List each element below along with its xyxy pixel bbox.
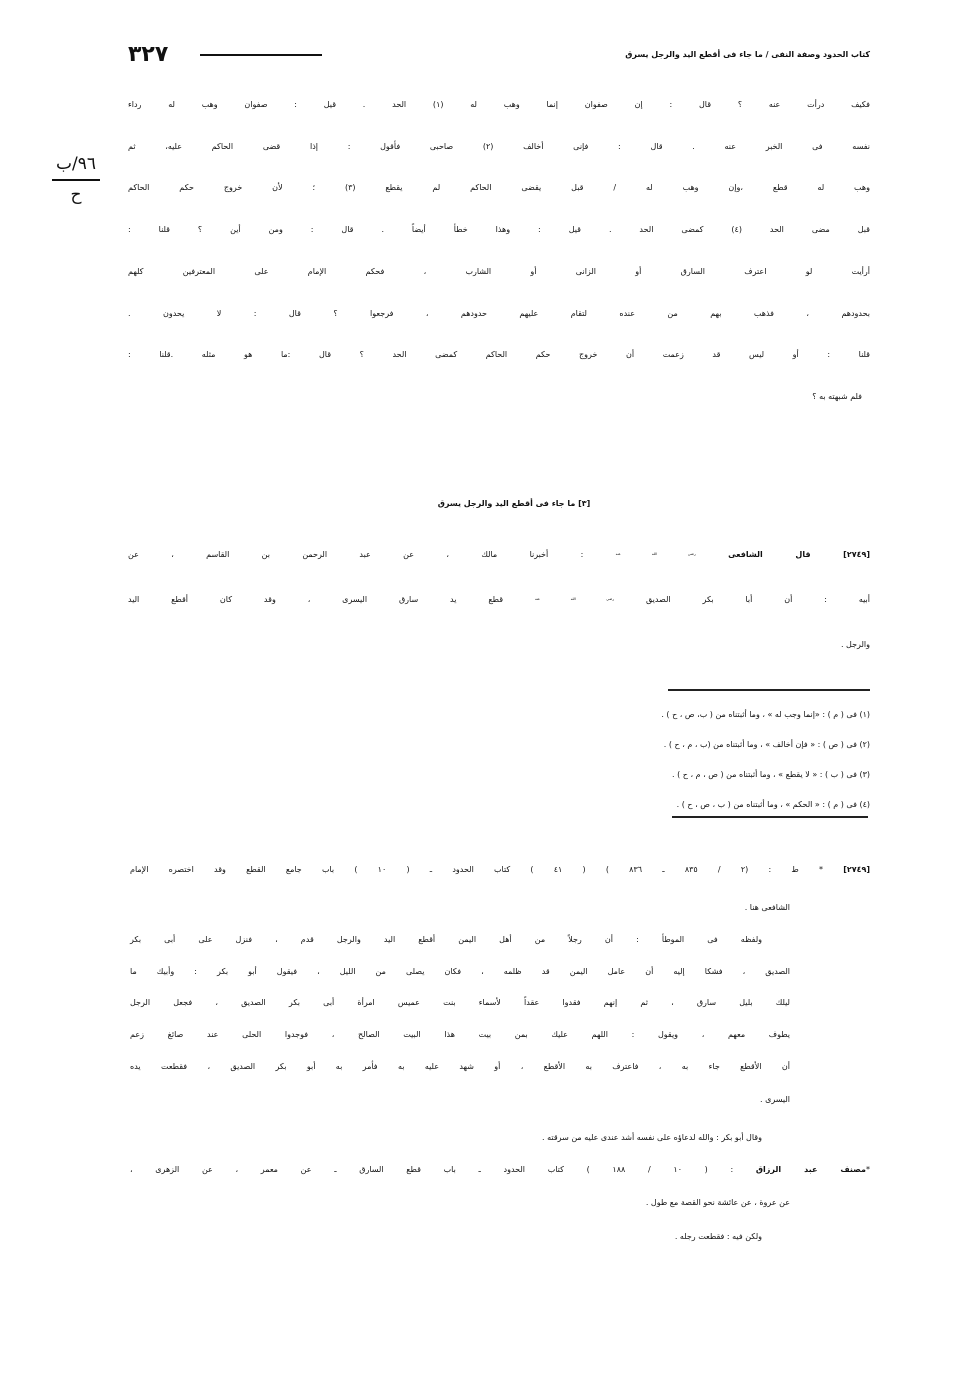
- page-number: ٣٢٧: [128, 42, 169, 67]
- takhrij-line: يطوف معهم ، ويقول : اللهم عليك بمن بيت هذا البيت الصالح ، فوجدوا الحلى عند صائغ زعم: [130, 1030, 790, 1039]
- main-text-line: قبل مضى الحد (٤) كمضى الحد . قيل : وهذا خطأ أيضاً . قال : ومن أين ؟ قلنا :: [128, 225, 870, 235]
- footnote: (٢) فى ( ص ) : « فإن أخالف » ، وما أثبتناه من (ب ، م ، ح ) .: [663, 740, 870, 749]
- footnote: (٤) فى ( م ) : « الحكم » ، وما أثبتناه من ( ب ، ص ، ح ) .: [676, 800, 870, 809]
- main-text-line: وهب له قطع ،وإن وهب له / قبل يقضى الحاكم لم يقطع (٣) ؛ لأن خروج حكم الحاكم: [128, 183, 870, 193]
- running-header-title: كتاب الحدود وصفة النفى / ما جاء فى أقطع اليد والرجل يسرق: [625, 50, 870, 59]
- honorific-ligature: رضي الله عنه: [534, 597, 615, 602]
- hadith-line-text: أبيه : أن أبا بكر الصديق: [645, 595, 870, 605]
- hadith-line: [128, 577, 870, 622]
- main-text-line: فلم شبهته به ؟: [812, 391, 862, 401]
- footnote: (١) فى ( م ) : «إنما وجب له » ، وما أثبتناه من ( ب، ص ، ح ) .: [661, 710, 870, 719]
- margin-note-rule: [52, 179, 100, 181]
- takhrij-line: الصديق ، فشكا إليه أن عامل اليمن قد ظلمه ، فكان يصلى من الليل ، فيقول أبو بكر : وأبيك ما: [130, 967, 790, 976]
- header-rule: [200, 54, 322, 56]
- hadith-line: [128, 532, 870, 577]
- takhrij-line: اليسرى .: [760, 1095, 790, 1104]
- section-heading: [٣] ما جاء فى أقطع اليد والرجل يسرق: [437, 499, 591, 508]
- margin-folio-note: ٩٦/ب: [56, 154, 96, 174]
- takhrij-source-name: مصنف عبد الرزاق: [755, 1165, 866, 1174]
- asterisk-marker: *: [866, 1165, 870, 1174]
- takhrij-source-text: : ( ١٠ / ١٨٨ ) كتاب الحدود ـ باب قطع السارق ـ عن معمر ، عن الزهرى ،: [130, 1165, 734, 1174]
- takhrij-line: ولكن فيه : فقطعت رجله .: [674, 1232, 762, 1241]
- takhrij-separator: [672, 816, 868, 818]
- honorific-ligature: رضي الله عنه: [615, 552, 696, 557]
- footnote-separator: [668, 689, 870, 691]
- main-text-line: فكيف درأت عنه ؟ قال : إن صفوان إنما وهب له (١) الحد . قيل : صفوان وهب له رداء: [128, 100, 871, 109]
- asterisk-marker: *: [818, 865, 823, 874]
- margin-manuscript-siglum: ح: [70, 185, 82, 205]
- footnotes: [128, 700, 870, 820]
- takhrij-hadith-number: [٢٧٤٩]: [843, 865, 871, 874]
- takhrij-line: أن الأقطع جاء به ، فاعترف به الأقطع ، أو شهد عليه به فأمر به أبو بكر الصديق ، فقطعت يده: [130, 1062, 790, 1071]
- footnote: (٣) فى ( ب ) : « لا يقطع » ، وما أثبتناه من ( ص ، م ، ح ) .: [672, 770, 870, 779]
- hadith-line: والرجل .: [840, 640, 870, 650]
- main-text-line: أرأيت لو اعترف السارق أو الزانى أو الشارب ، فحكم الإمام على المعترفين كلهم: [128, 266, 870, 276]
- takhrij-reference-line: [130, 855, 870, 885]
- takhrij-line: الشافعى هنا .: [744, 903, 790, 912]
- main-text-line: نفسه فى الخبر عنه . قال : فإنى أخالف (٢) صاحبى فأقول : إذا قضى الحاكم عليه، ثم: [128, 141, 870, 151]
- hadith-text: [128, 532, 870, 667]
- takhrij-line: وقال أبو بكر : والله لدعاؤه على نفسه أشد عندى عليه من سرقته .: [542, 1133, 762, 1142]
- main-text: [128, 84, 870, 418]
- takhrij-line: ولفظه فى الموطأ : أن رجلاً من أهل اليمن أقطع اليد والرجل قدم ، فنزل على أبى بكر: [130, 935, 762, 944]
- hadith-line-text: : أخبرنا مالك ، عن عبد الرحمن بن القاسم ، عن: [128, 550, 584, 559]
- takhrij-line: عن عروة ، عن عائشة نحو القصة مع طول .: [645, 1198, 790, 1207]
- main-text-line: بحدودهم ، فذهب بهم من عنده لتقام عليهم حدودهم ، فرجعوا ؟ قال : لا يحدون .: [128, 308, 870, 318]
- hadith-line-text: قطع يد سارق اليسرى ، وقد كان أقطع اليد: [128, 595, 504, 605]
- main-text-line: قلنا : أو ليس قد زعمت أن خروج حكم الحاكم كمضى الحد ؟ قال :ما هو مثله .قلنا :: [128, 350, 870, 360]
- takhrij-source-line: [130, 1155, 870, 1185]
- takhrij-line: ليلك بليل سارق ، ثم إنهم فقدوا عقداً لأسماء بنت عميس امرأة أبى بكر الصديق ، فجعل الرجل: [130, 998, 790, 1007]
- takhrij-reference-text: ط : (٢ / ٨٣٥ ـ ٨٣٦ ) ( ٤١ ) كتاب الحدود ـ ( ١٠ ) باب جامع القطع وقد اختصره الإمام: [130, 865, 799, 874]
- hadith-number-and-speaker: [٢٧٤٩] قال الشافعى: [728, 550, 871, 559]
